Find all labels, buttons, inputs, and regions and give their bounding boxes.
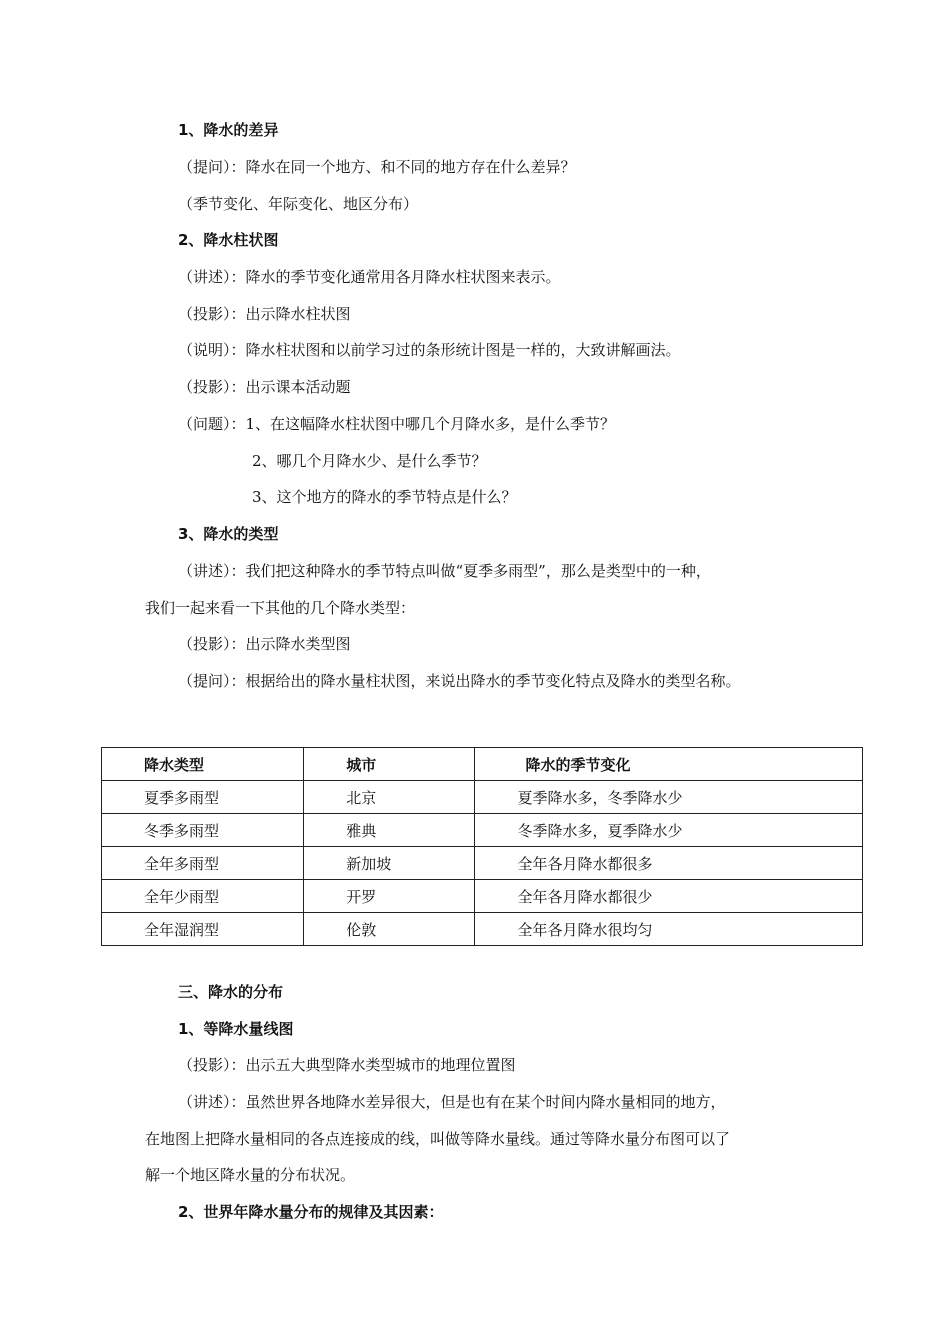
table-row — [102, 847, 863, 880]
table-cell-type: 冬季多雨型 — [102, 814, 304, 847]
section2-question1: （问题）：1、在这幅降水柱状图中哪几个月降水多，是什么季节？ — [178, 415, 616, 433]
table-cell-city: 雅典 — [304, 814, 475, 847]
section3-lecture-line2: 我们一起来看一下其他的几个降水类型： — [145, 599, 416, 617]
section2-heading: 2、降水柱状图 — [178, 231, 279, 249]
section3-lecture-line1: （讲述）：我们把这种降水的季节特点叫做“夏季多雨型”，那么是类型中的一种， — [178, 562, 711, 580]
precipitation-type-table — [101, 747, 863, 946]
section1-heading: 1、降水的差异 — [178, 121, 279, 139]
table-header-city: 城市 — [304, 748, 475, 781]
table-cell-city: 伦敦 — [304, 913, 475, 946]
table-header-seasonal-change: 降水的季节变化 — [475, 748, 863, 781]
section1-ask: （提问）：降水在同一个地方、和不同的地方存在什么差异？ — [178, 158, 576, 176]
table-header-row — [102, 748, 863, 781]
table-cell-seasonal-change: 全年各月降水很均匀 — [475, 913, 863, 946]
section1-answer: （季节变化、年际变化、地区分布） — [178, 195, 419, 213]
table-cell-seasonal-change: 全年各月降水都很多 — [475, 847, 863, 880]
table-cell-type: 夏季多雨型 — [102, 781, 304, 814]
part3-sub2-heading: 2、世界年降水量分布的规律及其因素： — [178, 1203, 444, 1221]
part3-projection: （投影）：出示五大典型降水类型城市的地理位置图 — [178, 1056, 516, 1074]
part3-lecture-line1: （讲述）：虽然世界各地降水差异很大，但是也有在某个时间内降水量相同的地方， — [178, 1093, 726, 1111]
section2-lecture: （讲述）：降水的季节变化通常用各月降水柱状图来表示。 — [178, 268, 561, 286]
table-cell-city: 开罗 — [304, 880, 475, 913]
table-cell-seasonal-change: 冬季降水多，夏季降水少 — [475, 814, 863, 847]
section2-projection1: （投影）：出示降水柱状图 — [178, 305, 351, 323]
table-row — [102, 913, 863, 946]
table-row — [102, 814, 863, 847]
table-cell-city: 新加坡 — [304, 847, 475, 880]
section2-question3: 3、这个地方的降水的季节特点是什么？ — [252, 488, 517, 506]
part3-lecture-line3: 解一个地区降水量的分布状况。 — [145, 1166, 356, 1184]
table-cell-type: 全年多雨型 — [102, 847, 304, 880]
section3-projection: （投影）：出示降水类型图 — [178, 635, 351, 653]
table-row — [102, 880, 863, 913]
table-header-type: 降水类型 — [102, 748, 304, 781]
part3-heading: 三、降水的分布 — [178, 983, 284, 1001]
part3-lecture-line2: 在地图上把降水量相同的各点连接成的线，叫做等降水量线。通过等降水量分布图可以了 — [145, 1130, 731, 1148]
part3-sub1-heading: 1、等降水量线图 — [178, 1020, 294, 1038]
table-row — [102, 781, 863, 814]
section2-explain: （说明）：降水柱状图和以前学习过的条形统计图是一样的，大致讲解画法。 — [178, 341, 681, 359]
table-cell-seasonal-change: 全年各月降水都很少 — [475, 880, 863, 913]
section3-heading: 3、降水的类型 — [178, 525, 279, 543]
table-cell-city: 北京 — [304, 781, 475, 814]
section2-question2: 2、哪几个月降水少、是什么季节？ — [252, 452, 487, 470]
section2-projection2: （投影）：出示课本活动题 — [178, 378, 351, 396]
table-cell-type: 全年湿润型 — [102, 913, 304, 946]
section3-ask: （提问）：根据给出的降水量柱状图，来说出降水的季节变化特点及降水的类型名称。 — [178, 672, 741, 690]
table-cell-type: 全年少雨型 — [102, 880, 304, 913]
table-cell-seasonal-change: 夏季降水多，冬季降水少 — [475, 781, 863, 814]
